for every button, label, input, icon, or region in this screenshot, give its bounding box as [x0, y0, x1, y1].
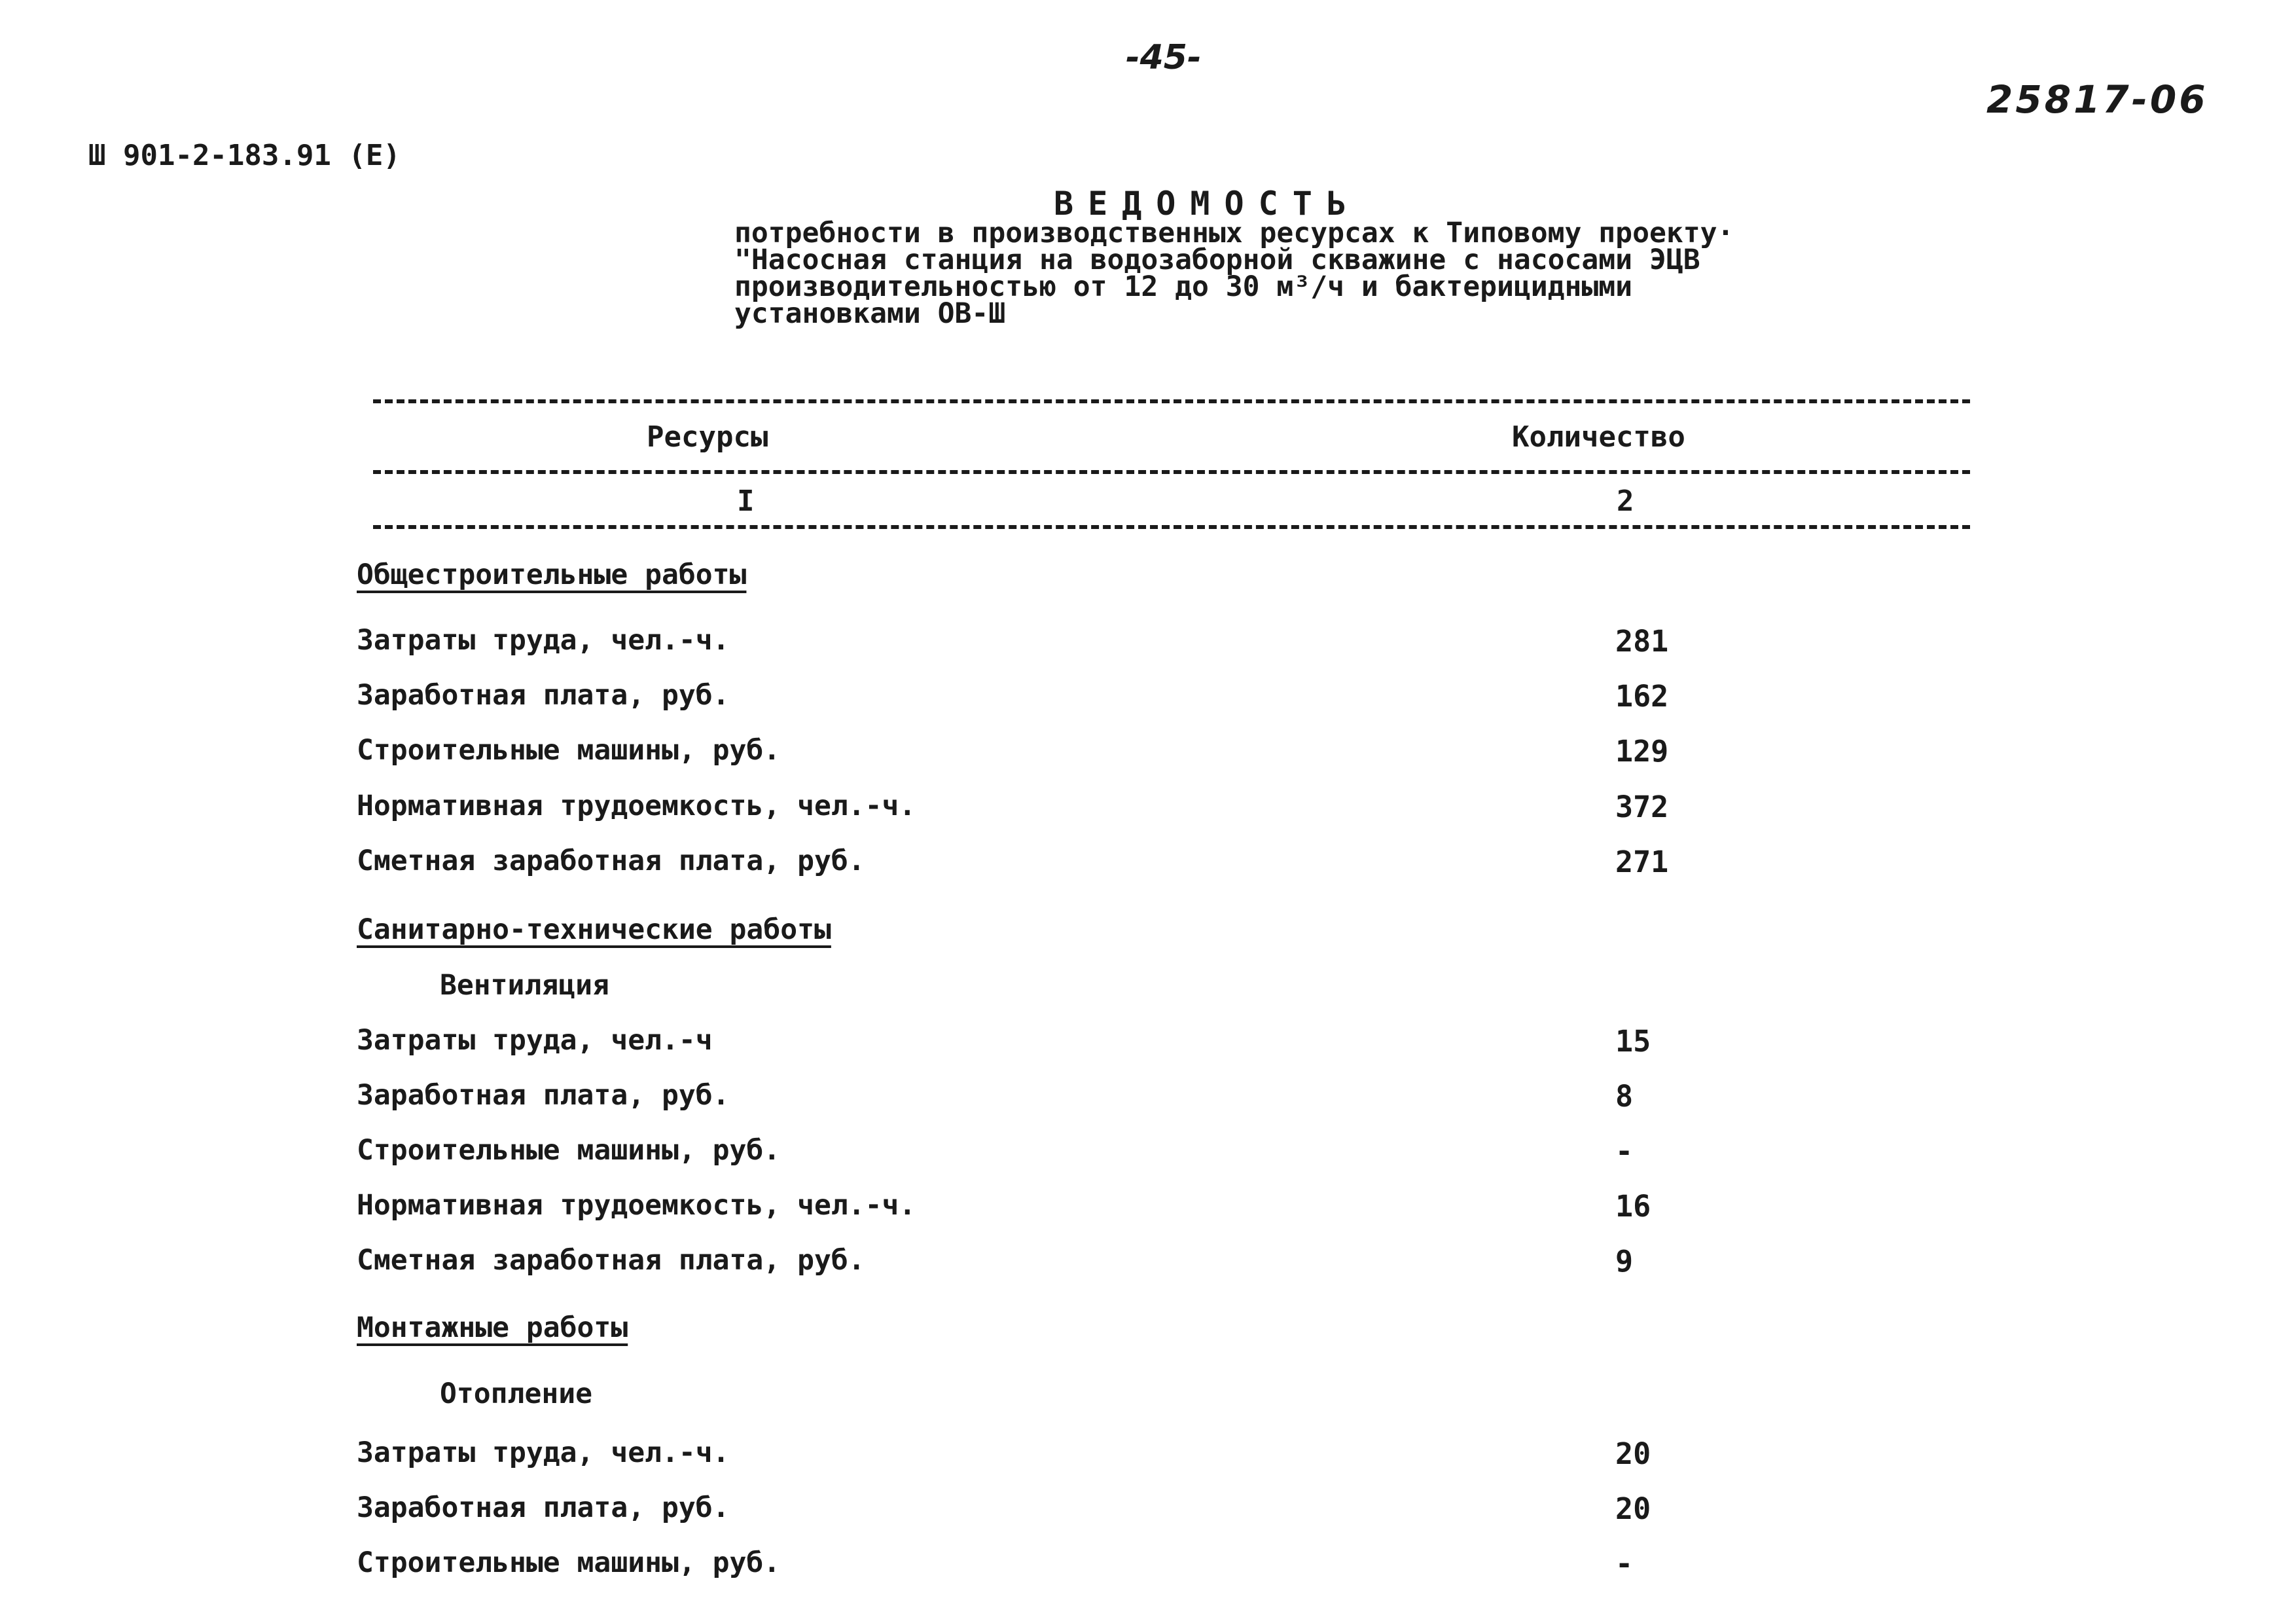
- document-number: 25817-06: [1986, 77, 2208, 122]
- row-value: 129: [1615, 734, 1669, 769]
- row-label: Заработная плата, руб.: [357, 1491, 730, 1524]
- row-value: -: [1615, 1134, 1634, 1169]
- column-number-1: I: [737, 484, 755, 518]
- section-title-sanitary: Санитарно-технические работы: [357, 913, 831, 946]
- row-label: Строительные машины, руб.: [357, 1134, 781, 1167]
- row-label: Нормативная трудоемкость, чел.-ч.: [357, 790, 916, 822]
- row-value: 271: [1615, 845, 1669, 879]
- column-number-2: 2: [1617, 484, 1634, 518]
- row-value: 281: [1615, 624, 1669, 659]
- document-title: ВЕДОМОСТЬ: [1054, 185, 1361, 223]
- row-value: 162: [1615, 679, 1669, 714]
- row-value: 372: [1615, 790, 1669, 824]
- document-code: Ш 901-2-183.91 (Е): [88, 139, 401, 172]
- row-value: -: [1615, 1546, 1634, 1581]
- row-value: 8: [1615, 1079, 1634, 1114]
- row-label: Сметная заработная плата, руб.: [357, 845, 865, 877]
- row-label: Затраты труда, чел.-ч.: [357, 624, 730, 657]
- section-title-installation: Монтажные работы: [357, 1311, 628, 1344]
- row-value: 20: [1615, 1436, 1651, 1471]
- row-label: Заработная плата, руб.: [357, 1079, 730, 1112]
- row-label: Затраты труда, чел.-ч.: [357, 1436, 730, 1469]
- section-title-general: Общестроительные работы: [357, 558, 747, 591]
- row-label: Строительные машины, руб.: [357, 734, 781, 767]
- column-header-quantity: Количество: [1512, 420, 1685, 454]
- column-header-resources: Ресурсы: [647, 420, 768, 454]
- row-label: Затраты труда, чел.-ч: [357, 1024, 713, 1057]
- page-number: -45-: [1126, 38, 1202, 77]
- row-value: 15: [1615, 1024, 1651, 1059]
- table-top-rule: [373, 399, 1970, 403]
- subsection-title-heating: Отопление: [440, 1377, 592, 1410]
- table-number-rule: [373, 525, 1970, 529]
- row-value: 9: [1615, 1244, 1634, 1279]
- row-label: Строительные машины, руб.: [357, 1546, 781, 1579]
- table-header-rule: [373, 470, 1970, 474]
- document-subtitle: потребности в производственных ресурсах к Типовому проекту· "Насосная станция на водозаборной скважине с насосами ЭЦВ производительностью от 12 до 30 м³/ч и бактерицидными установками ОВ-Ш: [734, 217, 1734, 330]
- row-value: 20: [1615, 1491, 1651, 1526]
- subsection-title-ventilation: Вентиляция: [440, 969, 609, 1002]
- row-label: Заработная плата, руб.: [357, 679, 730, 712]
- row-label: Нормативная трудоемкость, чел.-ч.: [357, 1189, 916, 1222]
- row-value: 16: [1615, 1189, 1651, 1224]
- row-label: Сметная заработная плата, руб.: [357, 1244, 865, 1277]
